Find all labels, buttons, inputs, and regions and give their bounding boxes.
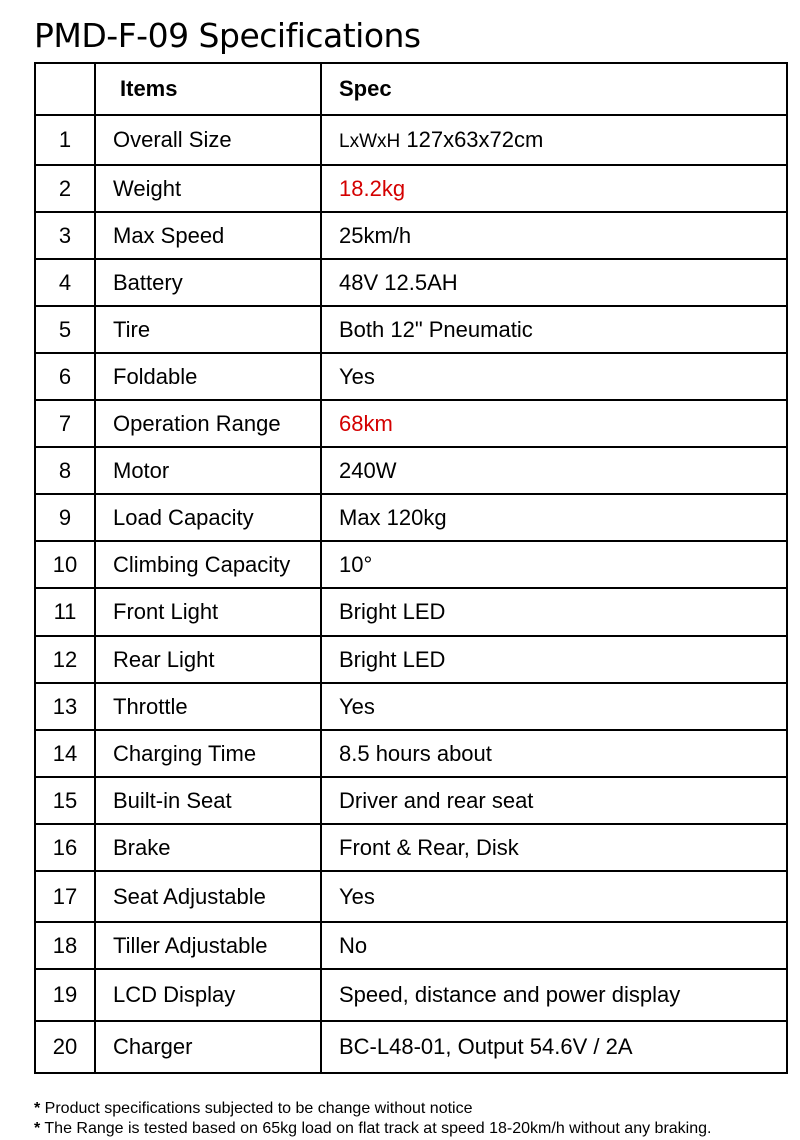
row-number: 8 [35, 447, 95, 494]
footnote [34, 1099, 711, 1119]
row-spec-cell [321, 541, 787, 588]
row-item: Weight [95, 165, 321, 212]
spec-value: Bright LED [339, 599, 446, 624]
footnote [34, 1119, 711, 1139]
row-item: Foldable [95, 353, 321, 400]
row-item: Tiller Adjustable [95, 922, 321, 969]
row-number: 13 [35, 683, 95, 730]
footnote-text: Product specifications subjected to be change without notice [40, 1100, 473, 1117]
table-row [35, 922, 787, 969]
row-item: Brake [95, 824, 321, 871]
row-number: 11 [35, 588, 95, 636]
row-spec-cell [321, 1021, 787, 1073]
row-spec-cell [321, 259, 787, 306]
row-number: 19 [35, 969, 95, 1021]
row-spec-cell [321, 494, 787, 541]
row-number: 16 [35, 824, 95, 871]
row-spec-cell [321, 212, 787, 259]
row-number: 9 [35, 494, 95, 541]
table-row [35, 400, 787, 447]
row-item: Charger [95, 1021, 321, 1073]
row-item: LCD Display [95, 969, 321, 1021]
row-spec-cell [321, 447, 787, 494]
table-row [35, 306, 787, 353]
spec-value: BC-L48-01, Output 54.6V / 2A [339, 1034, 633, 1059]
spec-table [34, 62, 788, 1074]
table-row [35, 541, 787, 588]
spec-value: 48V 12.5AH [339, 269, 458, 295]
page-title: PMD-F-09 Specifications [34, 16, 421, 55]
footnote-marker: * [34, 1100, 41, 1117]
row-number: 7 [35, 400, 95, 447]
row-spec-cell [321, 730, 787, 777]
spec-value: 25km/h [339, 222, 412, 248]
row-item: Tire [95, 306, 321, 353]
table-row [35, 777, 787, 824]
spec-value: Max 120kg [339, 504, 447, 530]
spec-value: 18.2kg [339, 175, 406, 201]
header-items: Items [95, 63, 321, 115]
table-header-row [35, 63, 787, 115]
spec-value: Driver and rear seat [339, 787, 534, 813]
spec-value: No [339, 932, 368, 958]
header-num [35, 63, 95, 115]
row-spec-cell [321, 353, 787, 400]
row-number: 14 [35, 730, 95, 777]
footnote-text: The Range is tested based on 65kg load on flat track at speed 18-20km/h without any braking. [40, 1120, 712, 1137]
row-item: Front Light [95, 588, 321, 636]
table-row [35, 730, 787, 777]
row-spec-cell [321, 588, 787, 636]
table-row [35, 588, 787, 636]
row-item: Climbing Capacity [95, 541, 321, 588]
row-number: 10 [35, 541, 95, 588]
table-row [35, 259, 787, 306]
footnote-marker: * [34, 1120, 41, 1137]
table-row [35, 636, 787, 683]
spec-table-body [35, 63, 787, 1073]
table-row [35, 212, 787, 259]
row-spec-cell [321, 777, 787, 824]
row-number: 12 [35, 636, 95, 683]
table-row [35, 824, 787, 871]
spec-prefix: LxWxH [339, 131, 401, 152]
row-number: 4 [35, 259, 95, 306]
row-item: Battery [95, 259, 321, 306]
row-spec-cell [321, 115, 787, 165]
spec-value: Both 12" Pneumatic [339, 316, 533, 342]
row-item: Load Capacity [95, 494, 321, 541]
row-spec-cell [321, 922, 787, 969]
row-spec-cell [321, 306, 787, 353]
row-item: Rear Light [95, 636, 321, 683]
row-spec-cell [321, 969, 787, 1021]
row-spec-cell [321, 683, 787, 730]
spec-value: 127x63x72cm [406, 127, 544, 152]
row-number: 5 [35, 306, 95, 353]
row-item: Throttle [95, 683, 321, 730]
spec-value: Speed, distance and power display [339, 982, 681, 1007]
row-number: 20 [35, 1021, 95, 1073]
row-item: Built-in Seat [95, 777, 321, 824]
spec-value: 240W [339, 457, 397, 483]
spec-value: 68km [339, 410, 393, 436]
row-spec-cell [321, 165, 787, 212]
spec-value: Yes [339, 693, 375, 719]
row-item: Overall Size [95, 115, 321, 165]
row-spec-cell [321, 871, 787, 922]
table-row [35, 871, 787, 922]
row-number: 15 [35, 777, 95, 824]
row-spec-cell [321, 400, 787, 447]
table-row [35, 165, 787, 212]
row-item: Operation Range [95, 400, 321, 447]
spec-value: Yes [339, 883, 375, 909]
row-number: 1 [35, 115, 95, 165]
row-number: 2 [35, 165, 95, 212]
header-spec: Spec [321, 63, 787, 115]
table-row [35, 115, 787, 165]
footnotes [34, 1099, 711, 1139]
spec-value: Yes [339, 363, 375, 389]
spec-value: Bright LED [339, 646, 446, 672]
row-number: 3 [35, 212, 95, 259]
row-spec-cell [321, 636, 787, 683]
table-row [35, 494, 787, 541]
row-number: 18 [35, 922, 95, 969]
row-spec-cell [321, 824, 787, 871]
row-item: Max Speed [95, 212, 321, 259]
row-item: Seat Adjustable [95, 871, 321, 922]
row-item: Charging Time [95, 730, 321, 777]
table-row [35, 353, 787, 400]
table-row [35, 1021, 787, 1073]
row-number: 6 [35, 353, 95, 400]
table-row [35, 683, 787, 730]
table-row [35, 447, 787, 494]
spec-value: Front & Rear, Disk [339, 834, 519, 860]
row-number: 17 [35, 871, 95, 922]
spec-value: 8.5 hours about [339, 740, 492, 766]
spec-value: 10° [339, 551, 373, 577]
table-row [35, 969, 787, 1021]
row-item: Motor [95, 447, 321, 494]
